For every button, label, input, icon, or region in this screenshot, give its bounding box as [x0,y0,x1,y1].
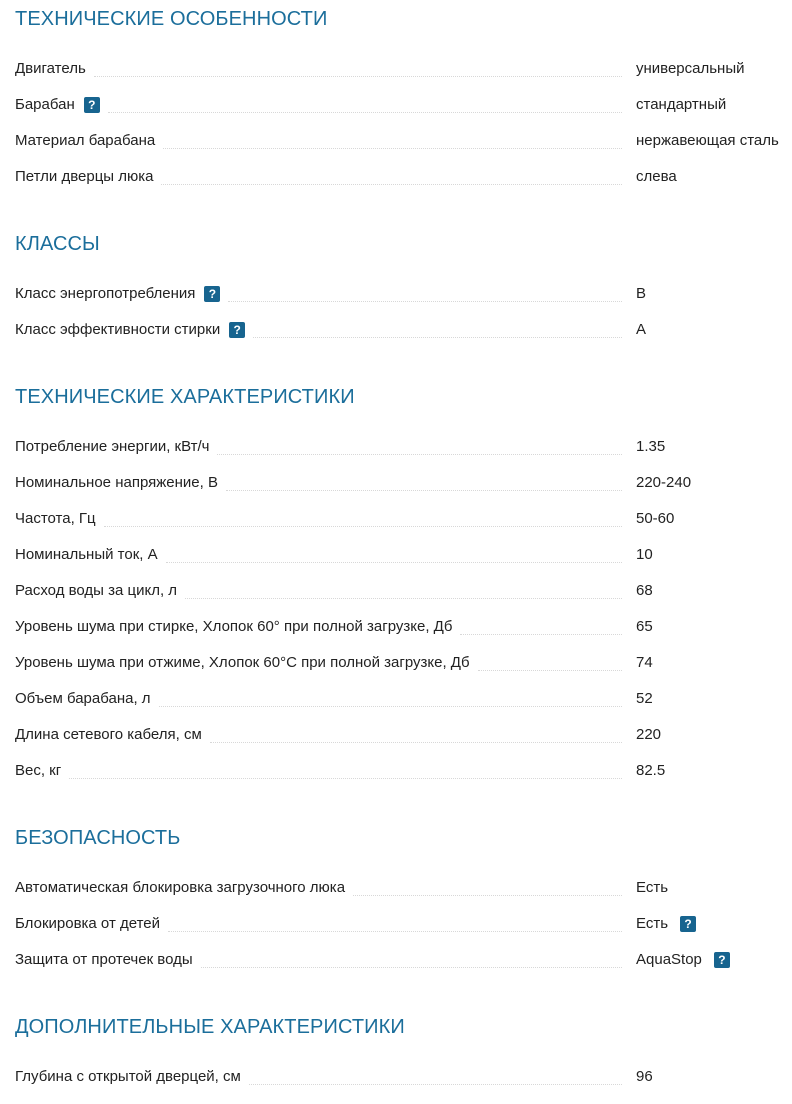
dotted-leader [161,170,622,185]
spec-value-cell [636,914,696,934]
spec-row [15,950,792,970]
spec-row [15,617,792,637]
spec-label-cell [15,878,622,898]
spec-label: Длина сетевого кабеля, см [15,726,202,743]
spec-row [15,509,792,529]
spec-value-cell [636,689,653,709]
spec-value: универсальный [636,60,745,77]
spec-value: B [636,285,647,302]
dotted-leader [210,728,622,743]
dotted-leader [185,584,622,599]
spec-label-cell [15,653,622,673]
spec-value-cell [636,761,665,781]
spec-value: 74 [636,654,653,671]
help-icon[interactable]: ? [680,916,696,932]
spec-value: Есть [636,915,669,932]
dotted-leader [69,764,622,779]
spec-row [15,878,792,898]
spec-row [15,725,792,745]
spec-value-cell [636,131,779,151]
spec-value-cell [636,473,691,493]
spec-row [15,689,792,709]
spec-label: Вес, кг [15,762,62,779]
spec-label-cell [15,761,622,781]
spec-row [15,437,792,457]
spec-value-cell [636,167,677,187]
spec-value-cell [636,1067,653,1087]
spec-value: Есть [636,879,669,896]
dotted-leader [94,62,622,77]
spec-label: Петли дверцы люка [15,168,154,185]
spec-label: Номинальный ток, А [15,546,158,563]
spec-value: нержавеющая сталь [636,132,779,149]
spec-row [15,95,792,115]
spec-value-cell [636,617,653,637]
spec-value-cell [636,653,653,673]
spec-label: Объем барабана, л [15,690,151,707]
spec-value: 82.5 [636,762,666,779]
spec-value: 10 [636,546,653,563]
spec-label-cell [15,545,622,565]
spec-value-cell [636,545,653,565]
dotted-leader [478,656,622,671]
spec-label: Защита от протечек воды [15,951,193,968]
help-icon[interactable]: ? [204,286,220,302]
dotted-leader [104,512,622,527]
spec-label: Уровень шума при стирке, Хлопок 60° при полной загрузке, Дб [15,618,453,635]
dotted-leader [226,476,622,491]
dotted-leader [201,953,622,968]
spec-label: Автоматическая блокировка загрузочного люка [15,879,346,896]
dotted-leader [460,620,622,635]
spec-value: 52 [636,690,653,707]
spec-label-cell [15,581,622,601]
spec-label: Класс энергопотребления [15,285,196,302]
dotted-leader [249,1070,622,1085]
spec-label-cell [15,437,622,457]
spec-row [15,473,792,493]
section-title-technical-specs: ТЕХНИЧЕСКИЕ ХАРАКТЕРИСТИКИ [15,386,355,408]
spec-row [15,653,792,673]
spec-value-cell [636,509,674,529]
dotted-leader [163,134,622,149]
spec-value-cell [636,59,745,79]
spec-label: Номинальное напряжение, В [15,474,218,491]
spec-value-cell [636,95,726,115]
spec-label-cell [15,320,622,340]
dotted-leader [168,917,622,932]
spec-label: Расход воды за цикл, л [15,582,178,599]
spec-value-cell [636,878,668,898]
help-icon[interactable]: ? [84,97,100,113]
spec-value: 96 [636,1068,653,1085]
spec-label: Барабан [15,96,75,113]
spec-label: Уровень шума при отжиме, Хлопок 60°С при полной загрузке, Дб [15,654,470,671]
spec-value-cell [636,320,646,340]
spec-value: 1.35 [636,438,666,455]
spec-label: Класс эффективности стирки [15,321,221,338]
dotted-leader [217,440,622,455]
section-title-additional-specs: ДОПОЛНИТЕЛЬНЫЕ ХАРАКТЕРИСТИКИ [15,1016,405,1038]
spec-value: 220 [636,726,662,743]
spec-row [15,545,792,565]
spec-row [15,761,792,781]
spec-row [15,131,792,151]
spec-label-cell [15,725,622,745]
section-title-safety: БЕЗОПАСНОСТЬ [15,827,181,849]
spec-row [15,59,792,79]
spec-label-cell [15,473,622,493]
spec-label-cell [15,617,622,637]
spec-value-cell [636,581,653,601]
spec-label: Потребление энергии, кВт/ч [15,438,210,455]
spec-row [15,320,792,340]
spec-value-cell [636,437,665,457]
spec-value: A [636,321,647,338]
dotted-leader [159,692,622,707]
dotted-leader [253,323,622,338]
spec-label-cell [15,509,622,529]
spec-row [15,914,792,934]
spec-label-cell [15,131,622,151]
help-icon[interactable]: ? [229,322,245,338]
spec-value: 220-240 [636,474,692,491]
spec-row [15,581,792,601]
dotted-leader [166,548,622,563]
spec-label: Двигатель [15,60,86,77]
spec-label: Частота, Гц [15,510,96,527]
spec-label-cell [15,95,622,115]
spec-label-cell [15,1067,622,1087]
spec-value-cell [636,950,730,970]
spec-label: Глубина с открытой дверцей, см [15,1068,241,1085]
spec-row [15,167,792,187]
spec-row [15,1067,792,1087]
spec-label-cell [15,167,622,187]
spec-label-cell [15,59,622,79]
spec-value: стандартный [636,96,727,113]
help-icon[interactable]: ? [714,952,730,968]
section-title-technical-features: ТЕХНИЧЕСКИЕ ОСОБЕННОСТИ [15,8,328,30]
section-title-classes: КЛАССЫ [15,233,100,255]
spec-label-cell [15,689,622,709]
spec-value-cell [636,284,646,304]
spec-value: AquaStop [636,951,702,968]
dotted-leader [353,881,622,896]
spec-label: Блокировка от детей [15,915,161,932]
spec-value: 50-60 [636,510,675,527]
spec-label-cell [15,284,622,304]
spec-value: слева [636,168,677,185]
spec-label-cell [15,950,622,970]
dotted-leader [108,98,622,113]
spec-value: 68 [636,582,653,599]
spec-value-cell [636,725,661,745]
spec-row [15,284,792,304]
dotted-leader [228,287,622,302]
spec-label: Материал барабана [15,132,156,149]
spec-label-cell [15,914,622,934]
spec-value: 65 [636,618,653,635]
